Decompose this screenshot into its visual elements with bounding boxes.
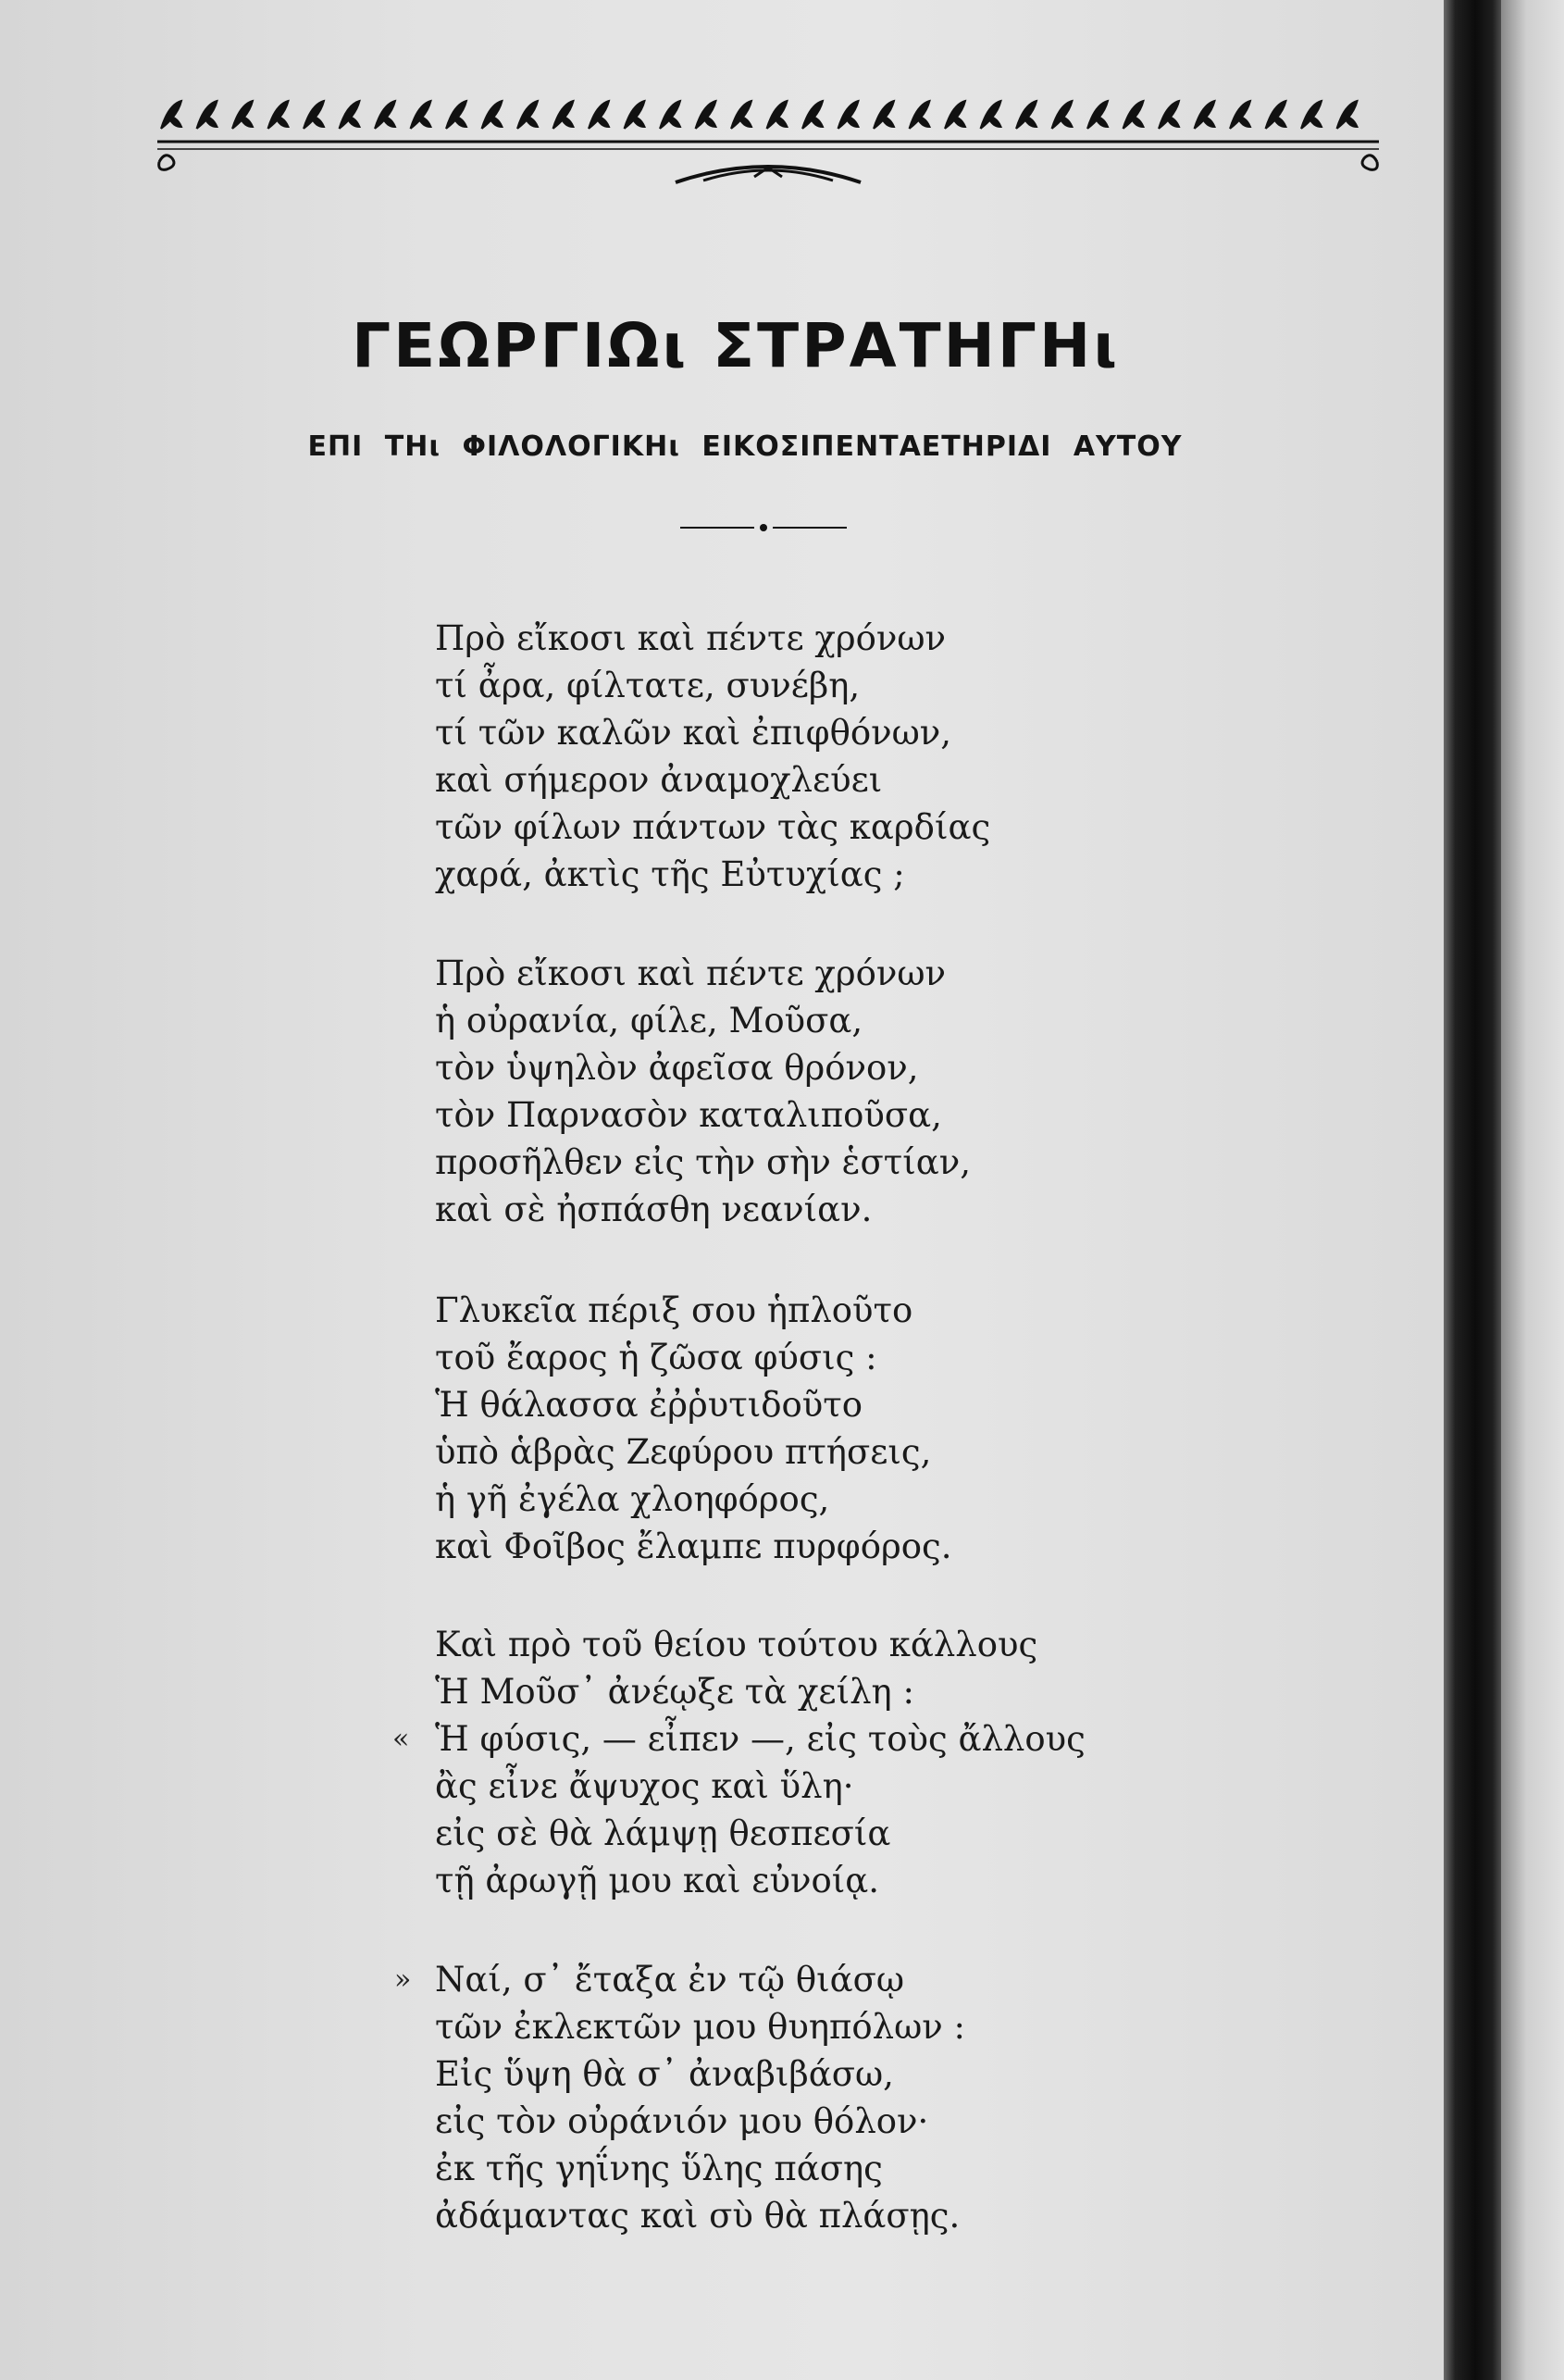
title-divider: [680, 520, 847, 535]
poem-line: χαρά, ἀκτὶς τῆς Εὐτυχίας ;: [435, 854, 905, 894]
poem-line: τοῦ ἔαρος ἡ ζῶσα φύσις :: [435, 1338, 877, 1377]
poem-line: καὶ σήμερον ἀναμοχλεύει: [435, 760, 883, 800]
quote-marker: «: [392, 1723, 410, 1755]
poem-line: Εἰς ὕψη θὰ σ᾽ ἀναβιβάσω,: [435, 2054, 894, 2094]
poem-line: τί ἆρα, φίλτατε, συνέβη,: [435, 666, 861, 705]
poem-line: εἰς τὸν οὐράνιόν μου θόλον·: [435, 2101, 929, 2141]
poem-line: Γλυκεῖα πέριξ σου ἡπλοῦτο: [435, 1290, 913, 1330]
poem-line: καὶ σὲ ἠσπάσθη νεανίαν.: [435, 1190, 873, 1229]
poem-line: Ναί, σ᾽ ἔταξα ἐν τῷ θιάσῳ: [435, 1960, 905, 2000]
poem-line: ἡ γῆ ἐγέλα χλοηφόρος,: [435, 1479, 830, 1519]
poem-line: ἐκ τῆς γηΐνης ὕλης πάσης: [435, 2149, 883, 2188]
poem-line: ὑπὸ ἁβρὰς Ζεφύρου πτήσεις,: [435, 1432, 932, 1472]
poem-line: τῇ ἀρωγῇ μου καὶ εὐνοίᾳ.: [435, 1861, 879, 1900]
poem-line: ἡ οὐρανία, φίλε, Μοῦσα,: [435, 1001, 863, 1040]
poem-line: ἀδάμαντας καὶ σὺ θὰ πλάσῃς.: [435, 2196, 961, 2236]
poem-line: ἂς εἶνε ἄψυχος καὶ ὕλη·: [435, 1766, 854, 1806]
poem-line: Πρὸ εἴκοσι καὶ πέντε χρόνων: [435, 953, 947, 993]
poem-line: προσῆλθεν εἰς τὴν σὴν ἑστίαν,: [435, 1142, 971, 1182]
poem-line: τὸν ὑψηλὸν ἀφεῖσα θρόνον,: [435, 1048, 919, 1088]
decorative-header-ornament: [148, 88, 1388, 199]
poem-line: Πρὸ εἴκοσι καὶ πέντε χρόνων: [435, 618, 947, 658]
quote-marker: »: [394, 1963, 412, 1996]
poem-line: τῶν φίλων πάντων τὰς καρδίας: [435, 807, 991, 847]
poem-line: Καὶ πρὸ τοῦ θείου τούτου κάλλους: [435, 1625, 1038, 1664]
page-title: ΓΕΩΡΓΙΩι ΣΤΡΑΤΗΓΗι: [352, 310, 1120, 381]
poem-line: Ἡ θάλασσα ἐῤῥυτιδοῦτο: [435, 1385, 863, 1425]
poem-line: Ἡ Μοῦσ᾽ ἀνέῳξε τὰ χείλη :: [435, 1672, 914, 1712]
poem-line: Ἡ φύσις, — εἶπεν —, εἰς τοὺς ἄλλους: [435, 1719, 1086, 1759]
facing-page-edge: [1501, 0, 1564, 2380]
poem-line: τῶν ἐκλεκτῶν μου θυηπόλων :: [435, 2007, 965, 2047]
page-subtitle: ΕΠΙ ΤΗι ΦΙΛΟΛΟΓΙΚΗι ΕΙΚΟΣΙΠΕΝΤΑΕΤΗΡΙΔΙ ΑΥΤΟΥ: [307, 430, 1183, 463]
poem-line: τί τῶν καλῶν καὶ ἐπιφθόνων,: [435, 713, 952, 753]
poem-line: τὸν Παρνασὸν καταλιποῦσα,: [435, 1095, 942, 1135]
poem-line: εἰς σὲ θὰ λάμψῃ θεσπεσία: [435, 1813, 891, 1853]
poem-line: καὶ Φοῖβος ἔλαμπε πυρφόρος.: [435, 1526, 952, 1566]
